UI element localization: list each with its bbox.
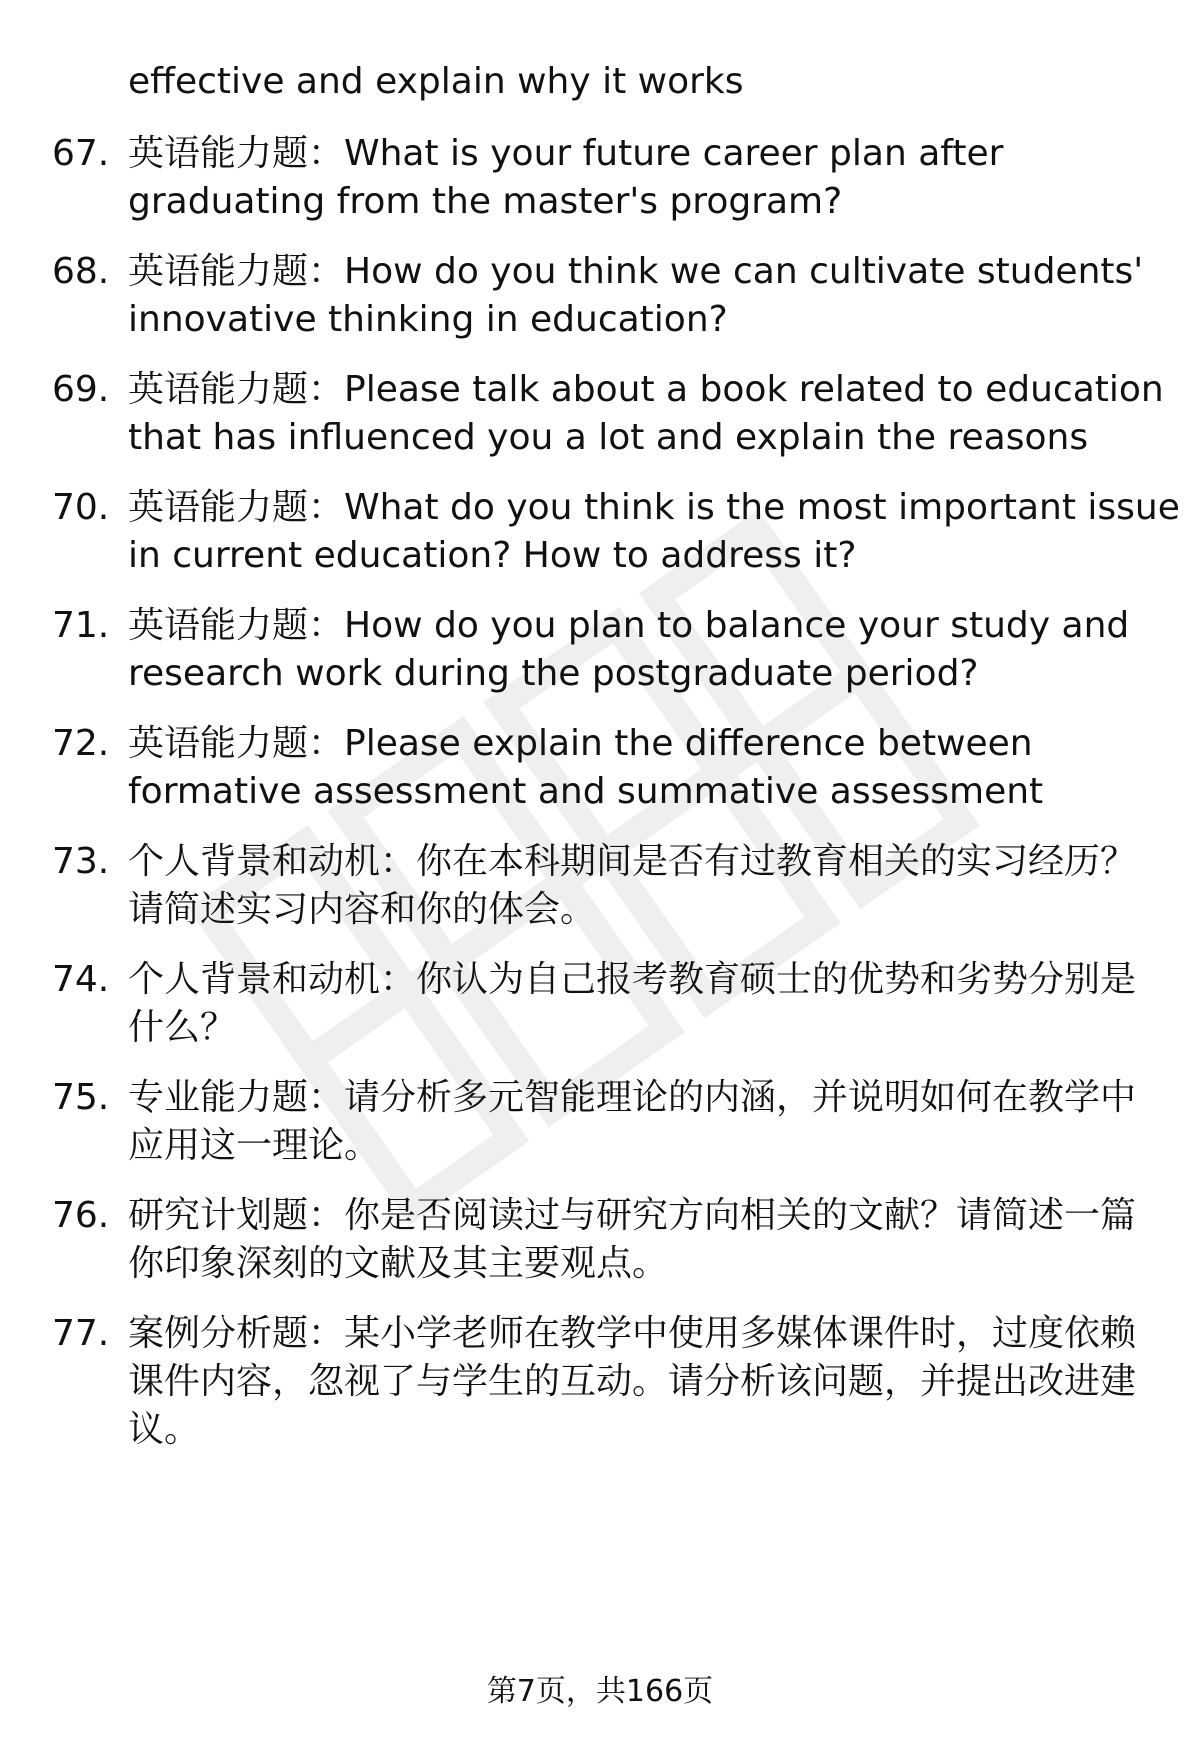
item-text bbox=[128, 602, 1148, 698]
item-text bbox=[128, 130, 1148, 226]
item-number: 68. bbox=[52, 251, 110, 292]
item-text-line: 英语能力题：How do you think we can cultivate students' bbox=[128, 251, 1144, 292]
item-text-line: 请简述实习内容和你的体会。 bbox=[128, 889, 597, 930]
item-text bbox=[128, 366, 1164, 462]
item-text-line: 英语能力题：What do you think is the most important issue bbox=[128, 487, 1180, 528]
item-text-line: in current education? How to address it? bbox=[128, 535, 857, 576]
item-number: 69. bbox=[52, 369, 110, 410]
continuation-text: effective and explain why it works bbox=[128, 61, 744, 102]
item-text-line: 个人背景和动机：你认为自己报考教育硕士的优势和劣势分别是 bbox=[128, 959, 1137, 1000]
item-text-line: 英语能力题：What is your future career plan after bbox=[128, 133, 1004, 174]
item-text bbox=[128, 1074, 1148, 1170]
item-number: 67. bbox=[52, 133, 110, 174]
item-text-line: 研究计划题：你是否阅读过与研究方向相关的文献？请简述一篇 bbox=[128, 1195, 1137, 1236]
item-text bbox=[128, 838, 1148, 934]
item-number: 75. bbox=[52, 1077, 110, 1118]
item-text bbox=[128, 248, 1148, 344]
page-footer: 第7页，共166页 bbox=[486, 1674, 714, 1709]
item-number: 72. bbox=[52, 723, 110, 764]
item-text bbox=[128, 484, 1180, 580]
item-number: 73. bbox=[52, 841, 110, 882]
item-text-line: 什么？ bbox=[128, 1007, 237, 1048]
item-text-line: 课件内容，忽视了与学生的互动。请分析该问题，并提出改进建 bbox=[128, 1361, 1137, 1402]
item-text-line: 个人背景和动机：你在本科期间是否有过教育相关的实习经历？ bbox=[128, 841, 1137, 882]
item-text bbox=[128, 720, 1148, 816]
item-text-line: 英语能力题：Please explain the difference between bbox=[128, 723, 1033, 764]
item-text-line: 应用这一理论。 bbox=[128, 1125, 381, 1166]
item-text-line: 你印象深刻的文献及其主要观点。 bbox=[128, 1243, 669, 1284]
item-text-line: 英语能力题：Please talk about a book related to education bbox=[128, 369, 1164, 410]
item-text-line: 英语能力题：How do you plan to balance your study and bbox=[128, 605, 1130, 646]
item-text-line: 专业能力题：请分析多元智能理论的内涵，并说明如何在教学中 bbox=[128, 1077, 1137, 1118]
item-text-line: 议。 bbox=[128, 1409, 201, 1450]
item-text bbox=[128, 1192, 1148, 1288]
item-text-line: that has influenced you a lot and explain the reasons bbox=[128, 417, 1089, 458]
item-text-line: innovative thinking in education? bbox=[128, 299, 728, 340]
item-number: 74. bbox=[52, 959, 110, 1000]
item-number: 70. bbox=[52, 487, 110, 528]
item-text bbox=[128, 1310, 1148, 1454]
item-text-line: graduating from the master's program? bbox=[128, 181, 843, 222]
item-text bbox=[128, 956, 1148, 1052]
item-text-line: formative assessment and summative assessment bbox=[128, 771, 1044, 812]
item-text-line: research work during the postgraduate period? bbox=[128, 653, 979, 694]
item-number: 77. bbox=[52, 1313, 110, 1354]
item-text-line: 案例分析题：某小学老师在教学中使用多媒体课件时，过度依赖 bbox=[128, 1313, 1137, 1354]
item-number: 76. bbox=[52, 1195, 110, 1236]
item-number: 71. bbox=[52, 605, 110, 646]
